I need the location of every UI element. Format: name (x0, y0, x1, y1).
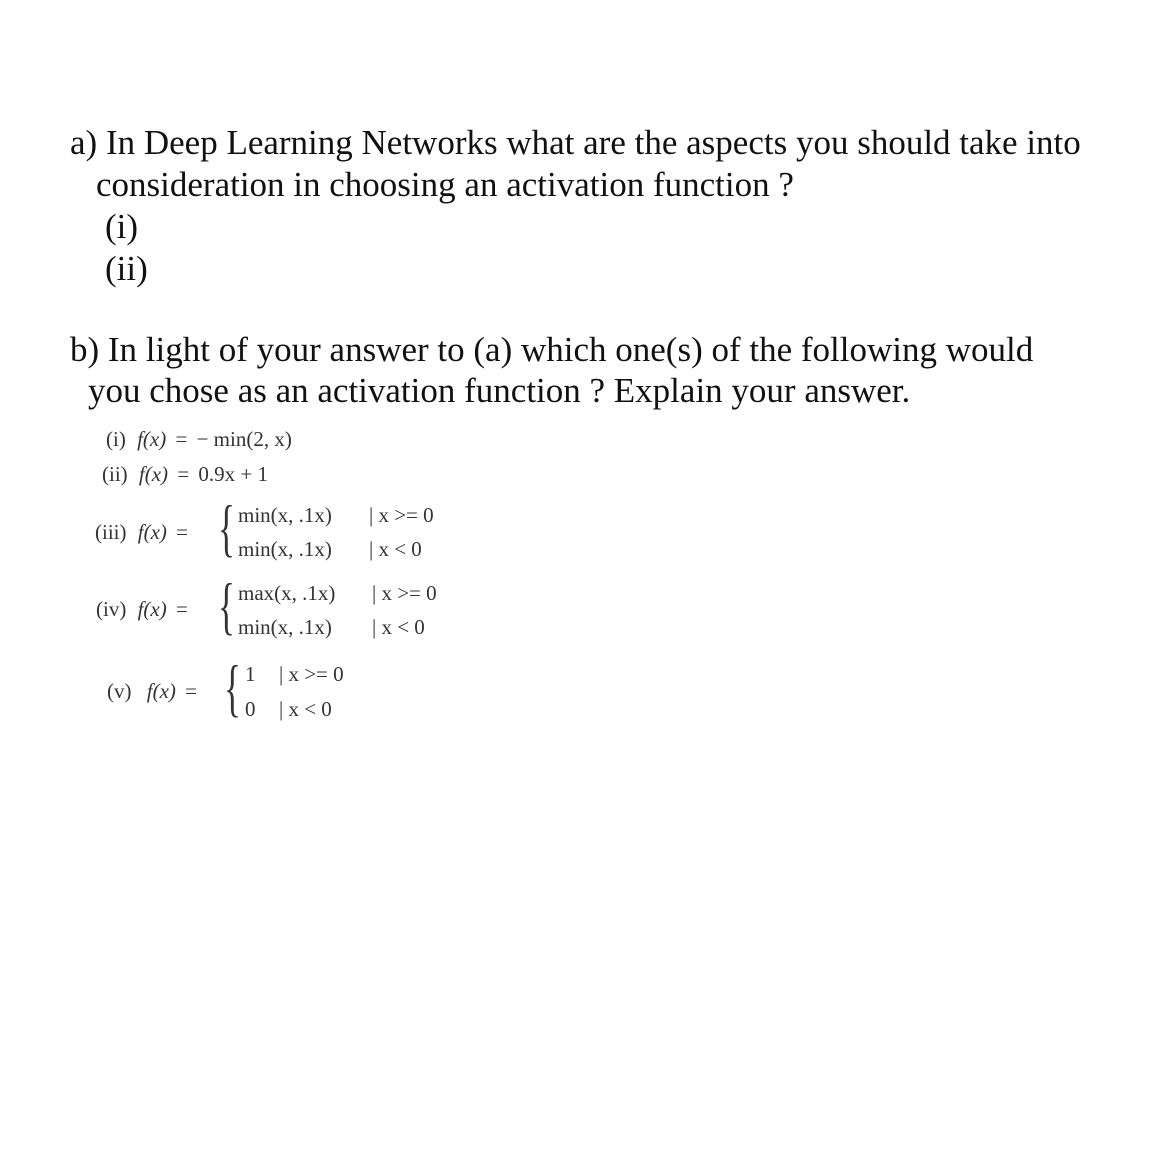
function-iv-label: (iv) (96, 597, 127, 621)
function-iv-case1: max(x, .1x) (238, 581, 336, 605)
function-v-case1: 1 (245, 662, 256, 686)
function-i-fx: f(x) (137, 427, 167, 451)
question-b-line2: you chose as an activation function ? Explain your answer. (88, 371, 911, 410)
function-v-cond2: | x < 0 (279, 697, 332, 721)
function-ii-equals: = (177, 462, 190, 486)
function-v-equals: = (185, 679, 197, 703)
function-i-label: (i) (106, 427, 126, 451)
question-a-item-i: (i) (105, 207, 139, 246)
function-iii-cond2: | x < 0 (369, 537, 422, 561)
function-iii-case1: min(x, .1x) (238, 503, 332, 527)
function-iii-equals: = (176, 520, 188, 544)
function-iv-case2: min(x, .1x) (238, 615, 332, 639)
function-iii (95, 520, 188, 545)
function-iii-brace: { (218, 492, 235, 563)
function-i-expr: − min(2, x) (196, 427, 292, 451)
function-iv (96, 597, 188, 622)
function-ii (102, 462, 268, 487)
function-iv-equals: = (175, 597, 188, 621)
function-iv-cond1: | x >= 0 (372, 581, 437, 605)
function-iii-label: (iii) (95, 520, 127, 544)
function-iii-case2: min(x, .1x) (238, 537, 332, 561)
function-ii-expr: 0.9x + 1 (198, 462, 268, 486)
question-a-item-ii: (ii) (105, 249, 148, 288)
function-v-cond1: | x >= 0 (279, 662, 344, 686)
function-i-equals: = (175, 427, 188, 451)
function-ii-label: (ii) (102, 462, 128, 486)
function-i (106, 427, 292, 452)
function-iii-cond1: | x >= 0 (369, 503, 434, 527)
function-v-label: (v) (107, 679, 132, 703)
function-iv-brace: { (218, 570, 235, 641)
question-a-line2: consideration in choosing an activation function ? (96, 165, 794, 204)
function-ii-fx: f(x) (138, 462, 169, 486)
function-iv-cond2: | x < 0 (372, 615, 425, 639)
function-iv-fx: f(x) (137, 597, 167, 621)
function-v (107, 679, 197, 704)
function-v-brace: { (224, 652, 241, 723)
function-iii-fx: f(x) (137, 520, 167, 544)
question-b-line1: b) In light of your answer to (a) which one(s) of the following would (70, 330, 1034, 369)
function-v-fx: f(x) (146, 679, 176, 703)
function-v-case2: 0 (245, 697, 256, 721)
question-a-line1: a) In Deep Learning Networks what are the aspects you should take into (70, 123, 1081, 162)
